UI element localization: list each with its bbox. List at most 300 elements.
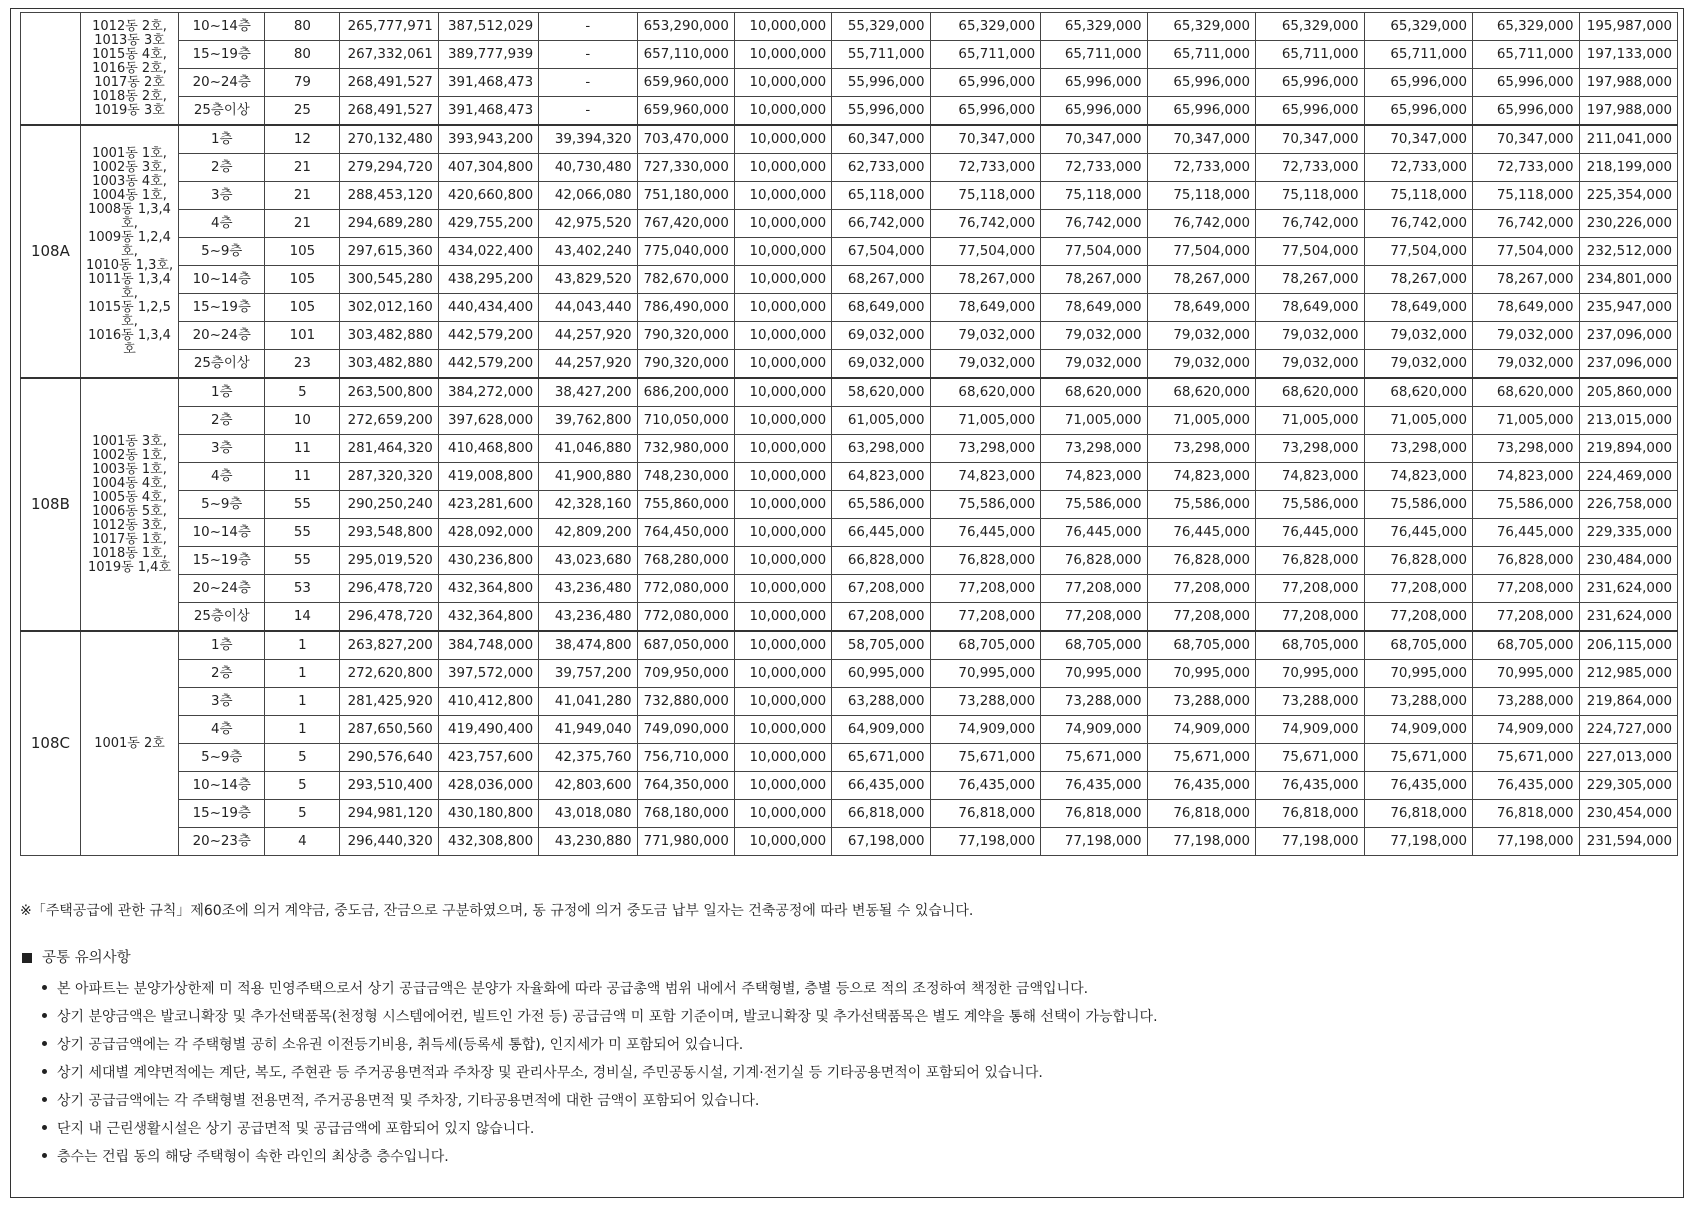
- price-cell: 70,347,000: [1147, 125, 1256, 154]
- floor-cell: 25층이상: [179, 97, 265, 126]
- price-cell: 71,005,000: [1473, 407, 1579, 435]
- price-cell: 69,032,000: [832, 350, 930, 379]
- price-cell: 771,980,000: [637, 828, 734, 856]
- price-cell: 74,909,000: [1147, 716, 1256, 744]
- price-cell: 391,468,473: [438, 69, 538, 97]
- price-cell: 272,620,800: [340, 660, 438, 688]
- price-cell: 39,394,320: [539, 125, 637, 154]
- price-cell: 10,000,000: [734, 800, 831, 828]
- price-cell: 75,118,000: [1041, 182, 1147, 210]
- price-cell: 267,332,061: [340, 41, 438, 69]
- price-cell: 79,032,000: [1473, 350, 1579, 379]
- note-item: 상기 분양금액은 발코니확장 및 추가선택품목(천정형 시스템에어컨, 빌트인 가전 등) 공급금액 미 포함 기준이며, 발코니확장 및 추가선택품목은 별도 계약을 통해 선택이 가능합니다.: [38, 1003, 1158, 1031]
- price-cell: 76,818,000: [1364, 800, 1473, 828]
- price-cell: 653,290,000: [637, 13, 734, 41]
- bullet-icon: [42, 1153, 47, 1158]
- price-cell: 42,809,200: [539, 519, 637, 547]
- households-cell: 11: [265, 463, 340, 491]
- price-cell: 270,132,480: [340, 125, 438, 154]
- households-cell: 105: [265, 238, 340, 266]
- price-cell: 438,295,200: [438, 266, 538, 294]
- price-cell: 442,579,200: [438, 322, 538, 350]
- price-cell: 75,118,000: [930, 182, 1041, 210]
- price-cell: 73,288,000: [1256, 688, 1365, 716]
- price-cell: 287,320,320: [340, 463, 438, 491]
- households-cell: 23: [265, 350, 340, 379]
- floor-cell: 15~19층: [179, 800, 265, 828]
- table-row: [21, 266, 1678, 294]
- price-cell: 44,257,920: [539, 322, 637, 350]
- price-cell: 65,329,000: [1364, 13, 1473, 41]
- price-cell: 69,032,000: [832, 322, 930, 350]
- price-cell: 76,445,000: [930, 519, 1041, 547]
- price-cell: 72,733,000: [1473, 154, 1579, 182]
- price-cell: 76,435,000: [1364, 772, 1473, 800]
- price-cell: 287,650,560: [340, 716, 438, 744]
- notes-title: 공통 유의사항: [42, 950, 131, 966]
- price-cell: 393,943,200: [438, 125, 538, 154]
- price-cell: 79,032,000: [930, 322, 1041, 350]
- price-cell: 42,328,160: [539, 491, 637, 519]
- price-cell: 68,620,000: [1473, 378, 1579, 407]
- table-row: [21, 69, 1678, 97]
- price-cell: 279,294,720: [340, 154, 438, 182]
- households-cell: 55: [265, 519, 340, 547]
- floor-cell: 20~24층: [179, 322, 265, 350]
- price-cell: 68,705,000: [1041, 631, 1147, 660]
- price-cell: 72,733,000: [1041, 154, 1147, 182]
- price-cell: 397,628,000: [438, 407, 538, 435]
- price-cell: 211,041,000: [1579, 125, 1677, 154]
- price-cell: 710,050,000: [637, 407, 734, 435]
- table-row: [21, 800, 1678, 828]
- floor-cell: 25층이상: [179, 350, 265, 379]
- price-cell: 10,000,000: [734, 154, 831, 182]
- price-cell: 79,032,000: [1473, 322, 1579, 350]
- table-row: [21, 154, 1678, 182]
- price-cell: 75,586,000: [1364, 491, 1473, 519]
- price-cell: 303,482,880: [340, 322, 438, 350]
- price-cell: 77,208,000: [1473, 603, 1579, 632]
- price-cell: 38,474,800: [539, 631, 637, 660]
- price-cell: 43,236,480: [539, 575, 637, 603]
- price-cell: 70,347,000: [1041, 125, 1147, 154]
- price-cell: 64,909,000: [832, 716, 930, 744]
- price-cell: 703,470,000: [637, 125, 734, 154]
- floor-cell: 25층이상: [179, 603, 265, 632]
- price-cell: 79,032,000: [1364, 322, 1473, 350]
- price-cell: -: [539, 41, 637, 69]
- price-cell: 76,818,000: [1041, 800, 1147, 828]
- households-cell: 101: [265, 322, 340, 350]
- price-cell: 786,490,000: [637, 294, 734, 322]
- price-cell: 70,347,000: [930, 125, 1041, 154]
- price-table-body: [21, 13, 1678, 856]
- price-cell: 65,671,000: [832, 744, 930, 772]
- price-cell: 75,671,000: [930, 744, 1041, 772]
- price-cell: 77,198,000: [1147, 828, 1256, 856]
- price-cell: 65,996,000: [1473, 69, 1579, 97]
- price-cell: 281,464,320: [340, 435, 438, 463]
- price-cell: 65,329,000: [1473, 13, 1579, 41]
- price-cell: 77,208,000: [930, 575, 1041, 603]
- table-row: [21, 463, 1678, 491]
- price-cell: 75,671,000: [1364, 744, 1473, 772]
- price-cell: 78,267,000: [1147, 266, 1256, 294]
- price-cell: 77,208,000: [1147, 575, 1256, 603]
- price-cell: 39,757,200: [539, 660, 637, 688]
- building-units-cell: 1001동 3호, 1002동 1호, 1003동 1호, 1004동 4호, 1005동 4호, 1006동 5호, 1012동 3호, 1017동 1호, 1018동 1호, 1019동 1,4호: [80, 378, 178, 631]
- price-cell: 10,000,000: [734, 350, 831, 379]
- price-cell: 432,308,800: [438, 828, 538, 856]
- price-cell: 429,755,200: [438, 210, 538, 238]
- notes-heading: [20, 948, 131, 968]
- price-cell: 78,267,000: [930, 266, 1041, 294]
- price-cell: 77,198,000: [930, 828, 1041, 856]
- price-cell: 77,504,000: [1041, 238, 1147, 266]
- price-cell: 70,995,000: [1256, 660, 1365, 688]
- price-cell: 231,594,000: [1579, 828, 1677, 856]
- price-cell: 78,267,000: [1041, 266, 1147, 294]
- price-cell: 70,347,000: [1364, 125, 1473, 154]
- price-cell: 65,996,000: [1256, 69, 1365, 97]
- price-cell: 10,000,000: [734, 547, 831, 575]
- price-cell: 195,987,000: [1579, 13, 1677, 41]
- floor-cell: 20~24층: [179, 575, 265, 603]
- price-cell: 76,445,000: [1041, 519, 1147, 547]
- price-cell: 205,860,000: [1579, 378, 1677, 407]
- price-cell: 434,022,400: [438, 238, 538, 266]
- price-cell: 65,996,000: [1364, 97, 1473, 126]
- price-cell: 76,445,000: [1147, 519, 1256, 547]
- price-cell: 66,742,000: [832, 210, 930, 238]
- price-cell: 300,545,280: [340, 266, 438, 294]
- floor-cell: 3층: [179, 435, 265, 463]
- price-cell: 74,909,000: [1364, 716, 1473, 744]
- price-cell: 772,080,000: [637, 575, 734, 603]
- floor-cell: 5~9층: [179, 491, 265, 519]
- households-cell: 21: [265, 154, 340, 182]
- price-cell: 65,996,000: [1147, 69, 1256, 97]
- price-cell: 65,711,000: [1147, 41, 1256, 69]
- table-row: [21, 744, 1678, 772]
- price-cell: 64,823,000: [832, 463, 930, 491]
- table-row: [21, 238, 1678, 266]
- price-cell: 303,482,880: [340, 350, 438, 379]
- price-cell: 74,909,000: [1256, 716, 1365, 744]
- price-cell: 79,032,000: [1041, 322, 1147, 350]
- price-cell: 72,733,000: [1256, 154, 1365, 182]
- households-cell: 5: [265, 744, 340, 772]
- price-cell: 71,005,000: [1364, 407, 1473, 435]
- price-cell: 76,828,000: [1473, 547, 1579, 575]
- price-cell: 43,023,680: [539, 547, 637, 575]
- households-cell: 4: [265, 828, 340, 856]
- floor-cell: 20~24층: [179, 69, 265, 97]
- price-cell: 75,586,000: [1256, 491, 1365, 519]
- price-cell: 76,828,000: [1041, 547, 1147, 575]
- floor-cell: 2층: [179, 407, 265, 435]
- price-cell: 78,267,000: [1364, 266, 1473, 294]
- price-cell: 65,118,000: [832, 182, 930, 210]
- price-cell: 67,198,000: [832, 828, 930, 856]
- price-cell: 76,742,000: [1041, 210, 1147, 238]
- bullet-icon: [42, 1097, 47, 1102]
- price-cell: 384,272,000: [438, 378, 538, 407]
- price-cell: 44,257,920: [539, 350, 637, 379]
- price-cell: 430,180,800: [438, 800, 538, 828]
- floor-cell: 20~23층: [179, 828, 265, 856]
- price-cell: 76,742,000: [930, 210, 1041, 238]
- table-row: [21, 575, 1678, 603]
- households-cell: 21: [265, 182, 340, 210]
- price-cell: 10,000,000: [734, 322, 831, 350]
- price-cell: 42,375,760: [539, 744, 637, 772]
- price-cell: 268,491,527: [340, 69, 438, 97]
- price-cell: 782,670,000: [637, 266, 734, 294]
- price-cell: 65,996,000: [1364, 69, 1473, 97]
- price-cell: 756,710,000: [637, 744, 734, 772]
- price-cell: 78,649,000: [1256, 294, 1365, 322]
- price-cell: 76,435,000: [930, 772, 1041, 800]
- price-cell: 76,818,000: [1473, 800, 1579, 828]
- bullet-icon: [42, 1069, 47, 1074]
- price-cell: 70,995,000: [1473, 660, 1579, 688]
- price-cell: 293,510,400: [340, 772, 438, 800]
- price-cell: 72,733,000: [1364, 154, 1473, 182]
- building-units-cell: 1001동 2호: [80, 631, 178, 856]
- price-cell: 272,659,200: [340, 407, 438, 435]
- price-cell: 76,828,000: [930, 547, 1041, 575]
- price-cell: 79,032,000: [1364, 350, 1473, 379]
- price-cell: 63,298,000: [832, 435, 930, 463]
- price-cell: 73,298,000: [930, 435, 1041, 463]
- price-cell: 428,092,000: [438, 519, 538, 547]
- price-cell: 76,742,000: [1147, 210, 1256, 238]
- households-cell: 1: [265, 660, 340, 688]
- price-cell: 41,949,040: [539, 716, 637, 744]
- price-cell: 74,909,000: [1041, 716, 1147, 744]
- price-cell: 75,118,000: [1256, 182, 1365, 210]
- price-cell: 41,900,880: [539, 463, 637, 491]
- price-cell: 67,208,000: [832, 575, 930, 603]
- price-cell: 66,828,000: [832, 547, 930, 575]
- price-cell: 76,435,000: [1256, 772, 1365, 800]
- table-row: [21, 603, 1678, 632]
- floor-cell: 1층: [179, 125, 265, 154]
- price-cell: 70,995,000: [1041, 660, 1147, 688]
- price-cell: 65,711,000: [1256, 41, 1365, 69]
- price-cell: 232,512,000: [1579, 238, 1677, 266]
- price-cell: 77,504,000: [1147, 238, 1256, 266]
- price-cell: 226,758,000: [1579, 491, 1677, 519]
- square-bullet-icon: [22, 953, 32, 963]
- price-cell: 61,005,000: [832, 407, 930, 435]
- price-cell: 58,620,000: [832, 378, 930, 407]
- table-row: [21, 631, 1678, 660]
- households-cell: 79: [265, 69, 340, 97]
- price-cell: 237,096,000: [1579, 322, 1677, 350]
- price-cell: 234,801,000: [1579, 266, 1677, 294]
- table-row: [21, 210, 1678, 238]
- price-cell: 63,288,000: [832, 688, 930, 716]
- price-cell: 75,586,000: [930, 491, 1041, 519]
- floor-cell: 2층: [179, 660, 265, 688]
- floor-cell: 4층: [179, 463, 265, 491]
- price-cell: 60,347,000: [832, 125, 930, 154]
- price-cell: 76,828,000: [1256, 547, 1365, 575]
- table-row: [21, 13, 1678, 41]
- price-cell: 73,288,000: [1473, 688, 1579, 716]
- price-cell: 767,420,000: [637, 210, 734, 238]
- price-cell: 68,620,000: [1041, 378, 1147, 407]
- unit-type-cell: 108C: [21, 631, 81, 856]
- price-cell: 420,660,800: [438, 182, 538, 210]
- price-cell: 10,000,000: [734, 828, 831, 856]
- price-cell: 10,000,000: [734, 13, 831, 41]
- floor-cell: 10~14층: [179, 772, 265, 800]
- price-cell: 10,000,000: [734, 575, 831, 603]
- price-cell: 73,298,000: [1041, 435, 1147, 463]
- price-table: [20, 12, 1678, 856]
- price-cell: 77,208,000: [1256, 603, 1365, 632]
- price-cell: 419,008,800: [438, 463, 538, 491]
- price-cell: 10,000,000: [734, 519, 831, 547]
- households-cell: 5: [265, 772, 340, 800]
- price-cell: 197,988,000: [1579, 97, 1677, 126]
- price-cell: 60,995,000: [832, 660, 930, 688]
- households-cell: 1: [265, 688, 340, 716]
- price-cell: 76,445,000: [1256, 519, 1365, 547]
- price-cell: 78,267,000: [1256, 266, 1365, 294]
- price-cell: 76,445,000: [1364, 519, 1473, 547]
- price-cell: 78,267,000: [1473, 266, 1579, 294]
- price-cell: 430,236,800: [438, 547, 538, 575]
- price-cell: 10,000,000: [734, 631, 831, 660]
- households-cell: 1: [265, 716, 340, 744]
- floor-cell: 15~19층: [179, 41, 265, 69]
- price-cell: 78,649,000: [1147, 294, 1256, 322]
- households-cell: 80: [265, 41, 340, 69]
- price-cell: 231,624,000: [1579, 575, 1677, 603]
- price-cell: 76,828,000: [1147, 547, 1256, 575]
- price-cell: 73,298,000: [1147, 435, 1256, 463]
- price-cell: 237,096,000: [1579, 350, 1677, 379]
- price-cell: 73,288,000: [1147, 688, 1256, 716]
- price-cell: 77,208,000: [1147, 603, 1256, 632]
- price-cell: 75,671,000: [1041, 744, 1147, 772]
- price-cell: 68,620,000: [1256, 378, 1365, 407]
- price-cell: 775,040,000: [637, 238, 734, 266]
- price-cell: 10,000,000: [734, 407, 831, 435]
- price-cell: 41,046,880: [539, 435, 637, 463]
- price-cell: 391,468,473: [438, 97, 538, 126]
- price-cell: 10,000,000: [734, 772, 831, 800]
- price-cell: 432,364,800: [438, 603, 538, 632]
- price-cell: 397,572,000: [438, 660, 538, 688]
- price-cell: 40,730,480: [539, 154, 637, 182]
- price-cell: 230,484,000: [1579, 547, 1677, 575]
- price-cell: 68,620,000: [1147, 378, 1256, 407]
- table-row: [21, 828, 1678, 856]
- price-cell: 74,909,000: [1473, 716, 1579, 744]
- households-cell: 5: [265, 800, 340, 828]
- price-cell: 43,236,480: [539, 603, 637, 632]
- price-cell: 268,491,527: [340, 97, 438, 126]
- table-row: [21, 660, 1678, 688]
- price-cell: 224,727,000: [1579, 716, 1677, 744]
- price-cell: 74,823,000: [1147, 463, 1256, 491]
- households-cell: 12: [265, 125, 340, 154]
- price-cell: 419,490,400: [438, 716, 538, 744]
- floor-cell: 10~14층: [179, 519, 265, 547]
- price-cell: 410,468,800: [438, 435, 538, 463]
- price-cell: 68,705,000: [1147, 631, 1256, 660]
- price-cell: 78,649,000: [1473, 294, 1579, 322]
- price-cell: 10,000,000: [734, 266, 831, 294]
- price-cell: 65,996,000: [930, 69, 1041, 97]
- price-cell: 77,504,000: [1256, 238, 1365, 266]
- households-cell: 21: [265, 210, 340, 238]
- price-cell: 77,208,000: [1041, 575, 1147, 603]
- price-cell: 66,435,000: [832, 772, 930, 800]
- price-cell: 302,012,160: [340, 294, 438, 322]
- households-cell: 10: [265, 407, 340, 435]
- price-cell: 67,504,000: [832, 238, 930, 266]
- price-cell: 41,041,280: [539, 688, 637, 716]
- notes-list: [38, 975, 1158, 1171]
- price-cell: 10,000,000: [734, 716, 831, 744]
- price-cell: 77,208,000: [1364, 603, 1473, 632]
- price-cell: 75,586,000: [1041, 491, 1147, 519]
- price-cell: 76,818,000: [1147, 800, 1256, 828]
- price-cell: 39,762,800: [539, 407, 637, 435]
- price-cell: 229,335,000: [1579, 519, 1677, 547]
- price-cell: 73,288,000: [1364, 688, 1473, 716]
- price-cell: 755,860,000: [637, 491, 734, 519]
- price-cell: 43,402,240: [539, 238, 637, 266]
- price-cell: 76,742,000: [1256, 210, 1365, 238]
- price-cell: 751,180,000: [637, 182, 734, 210]
- price-cell: 206,115,000: [1579, 631, 1677, 660]
- price-cell: 75,671,000: [1256, 744, 1365, 772]
- price-cell: 410,412,800: [438, 688, 538, 716]
- price-cell: 294,981,120: [340, 800, 438, 828]
- price-cell: 77,504,000: [1364, 238, 1473, 266]
- bullet-icon: [42, 1013, 47, 1018]
- unit-type-cell: 108B: [21, 378, 81, 631]
- note-item: 층수는 건립 동의 해당 주택형이 속한 라인의 최상층 층수입니다.: [38, 1143, 1158, 1171]
- price-cell: 10,000,000: [734, 97, 831, 126]
- table-row: [21, 407, 1678, 435]
- price-cell: 294,689,280: [340, 210, 438, 238]
- price-cell: 77,198,000: [1256, 828, 1365, 856]
- price-cell: 70,347,000: [1473, 125, 1579, 154]
- price-cell: 78,649,000: [1364, 294, 1473, 322]
- price-cell: 76,742,000: [1364, 210, 1473, 238]
- price-cell: 389,777,939: [438, 41, 538, 69]
- floor-cell: 4층: [179, 210, 265, 238]
- price-cell: 768,280,000: [637, 547, 734, 575]
- price-cell: 70,347,000: [1256, 125, 1365, 154]
- price-cell: 296,478,720: [340, 603, 438, 632]
- price-cell: 77,504,000: [1473, 238, 1579, 266]
- price-cell: 296,440,320: [340, 828, 438, 856]
- price-cell: 76,435,000: [1041, 772, 1147, 800]
- households-cell: 105: [265, 294, 340, 322]
- households-cell: 55: [265, 491, 340, 519]
- price-cell: 68,267,000: [832, 266, 930, 294]
